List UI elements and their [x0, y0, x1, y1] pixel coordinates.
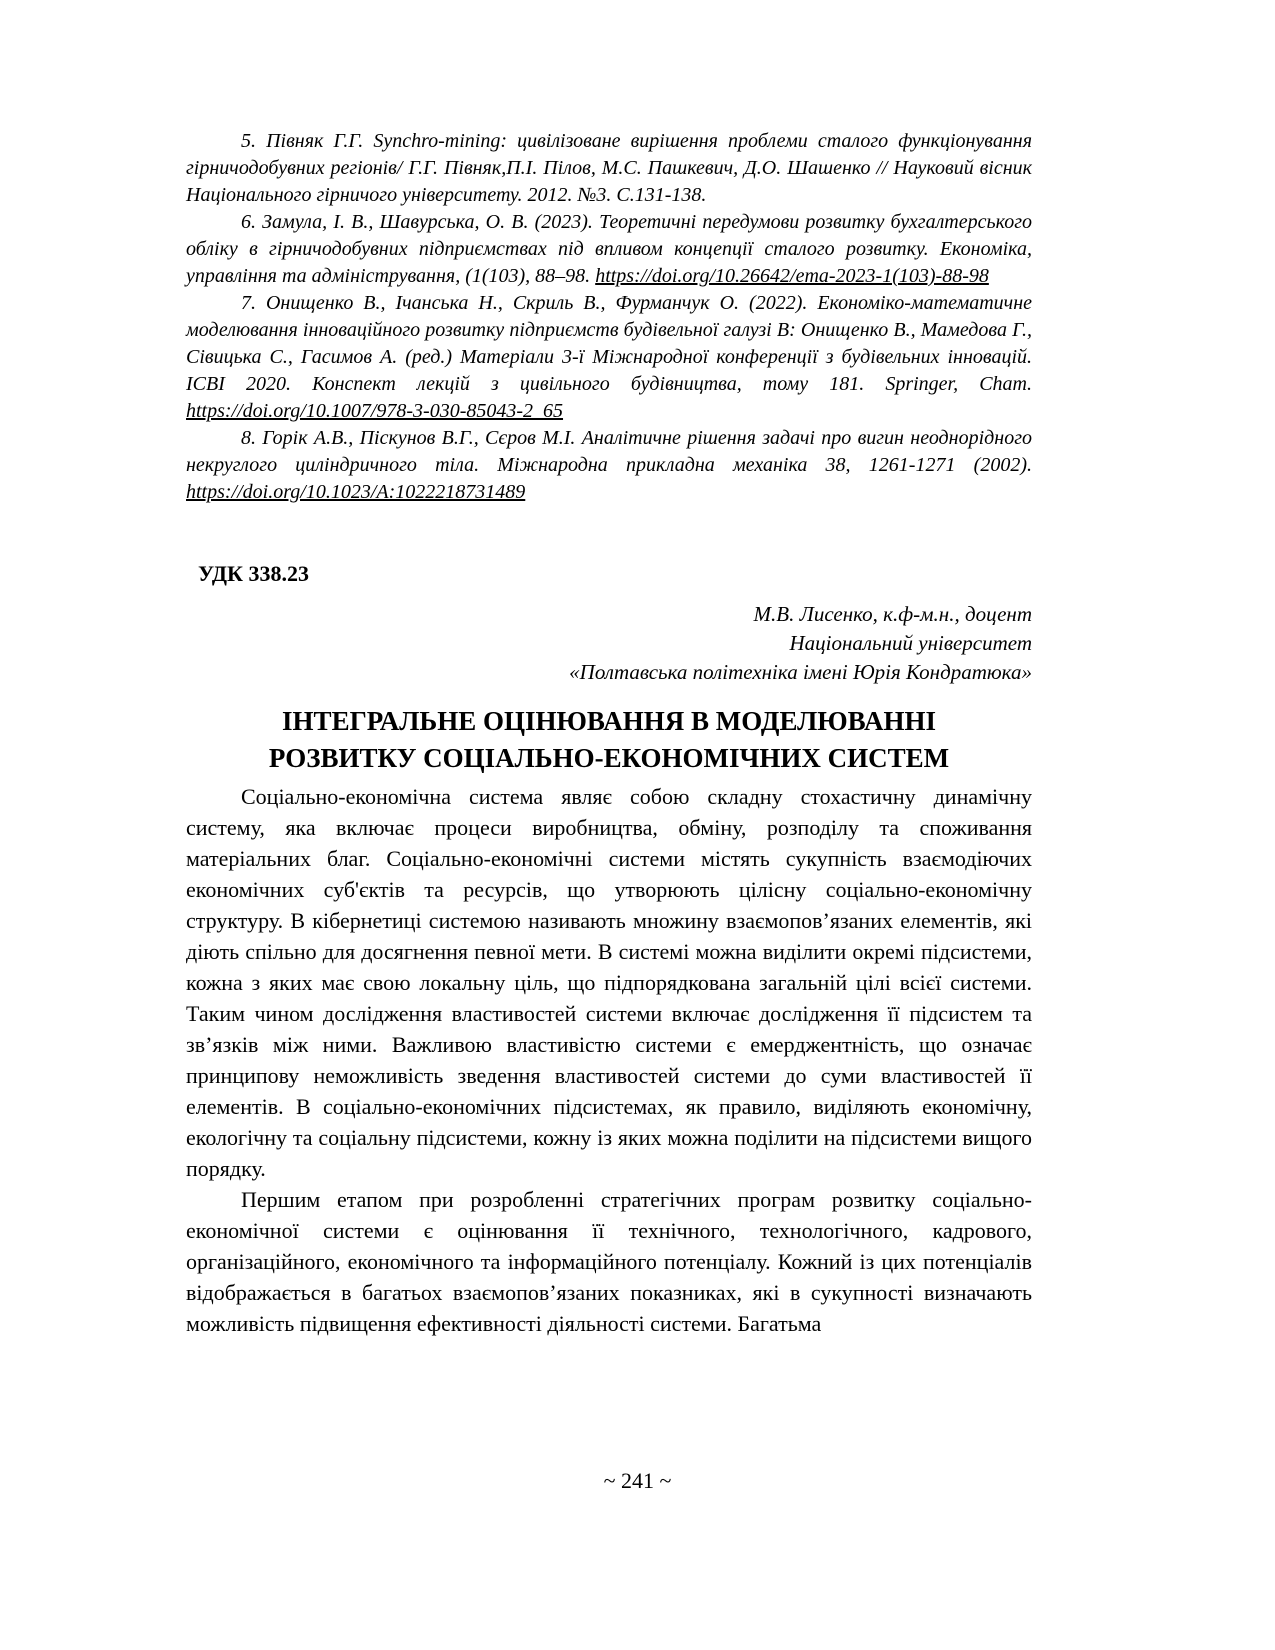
author-affiliation: Національний університет	[789, 631, 1032, 655]
author-name-degree: М.В. Лисенко, к.ф-м.н., доцент	[753, 602, 1032, 626]
reference-item	[186, 425, 1032, 506]
author-block	[186, 600, 1032, 687]
doi-link[interactable]: https://doi.org/10.1007/978-3-030-85043-2_65	[186, 400, 564, 422]
reference-text: 6. Замула, І. В., Шавурська, О. В. (2023). Теоретичні передумови розвитку бухгалтерського обліку в гірничодобувних підприємствах під впливом концепції сталого розвитку. Економіка, управління та адміністрування, (1(103), 88–98.	[186, 211, 1032, 287]
reference-text: 7. Онищенко В., Ічанська Н., Скриль В., Фурманчук О. (2022). Економіко-математичне моделювання інноваційного розвитку підприємств будівельної галузі В: Онищенко В., Мамедова Г., Сівицька С., Гасимов А. (ред.) Матеріали 3-ї Міжнародної конференції з будівельних інновацій. ICBI 2020. Конспект лекцій з цивільного будівництва, тому 181. Springer, Cham.	[186, 292, 1032, 395]
reference-text: 5. Півняк Г.Г. Synchro-mining: цивілізоване вирішення проблеми сталого функціонування гірничодобувних регіонів/ Г.Г. Півняк,П.І. Пілов, М.С. Пашкевич, Д.О. Шашенко // Науковий вісник Національного гірничого університету. 2012. №3. С.131-138.	[186, 130, 1032, 206]
author-affiliation-detail: «Полтавська політехніка імені Юрія Кондратюка»	[569, 660, 1032, 684]
reference-text: 8. Горік А.В., Піскунов В.Г., Сєров М.І. Аналітичне рішення задачі про вигин неоднорідного некруглого циліндричного тіла. Міжнародна прикладна механіка 38, 1261-1271 (2002).	[186, 427, 1032, 476]
doi-link[interactable]: https://doi.org/10.1023/A:1022218731489	[186, 481, 526, 503]
reference-item	[186, 128, 1032, 209]
doi-link[interactable]: https://doi.org/10.26642/ema-2023-1(103)-88-98	[595, 265, 989, 287]
body-paragraph: Соціально-економічна система являє собою складну стохастичну динамічну систему, яка включає процеси виробництва, обміну, розподілу та споживання матеріальних благ. Соціально-економічні системи містять сукупність взаємодіючих економічних суб'єктів та ресурсів, що утворюють цілісну соціально-економічну структуру. В кібернетиці системою називають множину взаємопов’язаних елементів, які діють спільно для досягнення певної мети. В системі можна виділити окремі підсистеми, кожна з яких має свою локальну ціль, що підпорядкована загальній цілі всієї системи. Таким чином дослідження властивостей системи включає дослідження її підсистем та зв’язків між ними. Важливою властивістю системи є емерджентність, що означає принципову неможливість зведення властивостей системи до суми властивостей її елементів. В соціально-економічних підсистемах, як правило, виділяють економічну, екологічну та соціальну підсистеми, кожну із яких можна поділити на підсистеми вищого порядку.	[186, 784, 1032, 1181]
reference-item	[186, 290, 1032, 425]
udk-number: УДК 338.23	[198, 561, 310, 586]
article-title	[186, 703, 1032, 777]
page-number: ~ 241 ~	[603, 1468, 672, 1493]
body-paragraph: Першим етапом при розробленні стратегічних програм розвитку соціально-економічної системи є оцінювання її технічного, технологічного, кадрового, організаційного, економічного та інформаційного потенціалу. Кожний із цих потенціалів відображається в багатьох взаємопов’язаних показниках, які в сукупності визначають можливість підвищення ефективності діяльності системи. Багатьма	[186, 1187, 1032, 1336]
references-section	[186, 128, 1032, 506]
article-title-line-1: ІНТЕГРАЛЬНЕ ОЦІНЮВАННЯ В МОДЕЛЮВАННІ	[282, 706, 936, 736]
reference-item	[186, 209, 1032, 290]
article-title-line-2: РОЗВИТКУ СОЦІАЛЬНО-ЕКОНОМІЧНИХ СИСТЕМ	[268, 743, 950, 773]
